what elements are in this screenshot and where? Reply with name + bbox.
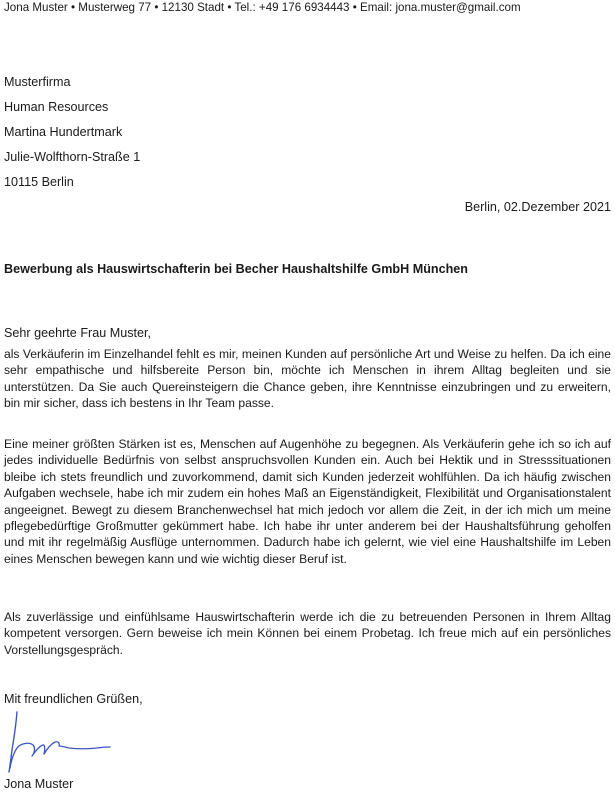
recipient-address-block <box>4 74 140 199</box>
letter-closing: Mit freundlichen Grüßen, <box>4 692 143 706</box>
recipient-department: Human Resources <box>4 100 109 114</box>
signature-stroke-main <box>9 712 17 772</box>
letter-subject: Bewerbung als Hauswirtschafterin bei Becher Haushaltshilfe GmbH München <box>4 262 468 276</box>
recipient-contact: Martina Hundertmark <box>4 125 123 139</box>
signature-stroke-flourish <box>10 742 110 768</box>
recipient-street: Julie-Wolfthorn-Straße 1 <box>4 150 141 164</box>
body-paragraph-1: als Verkäuferin im Einzelhandel fehlt es mir, meinen Kunden auf persönliche Art und Weise zu helfen. Da ich eine sehr empathische und hilfsbereite Person bin, möchte ich Menschen in ihrem Alltag begleiten und sie unterstützen. Da Sie auch Quereinsteigern die Chance geben, ihre Kenntnisse einzubringen und zu erweitern, bin mir sicher, dass ich bestens in Ihr Team passe. <box>4 347 611 411</box>
handwritten-signature <box>3 710 113 776</box>
body-paragraph-3: Als zuverlässige und einfühlsame Hauswirtschafterin werde ich die zu betreuenden Personen in Ihrem Alltag kompetent versorgen. Gern beweise ich mein Können bei einem Probetag. Ich freue mich auf ein persönliches Vorstellungsgespräch. <box>4 610 611 657</box>
letter-date: Berlin, 02.Dezember 2021 <box>464 200 611 214</box>
letter-salutation: Sehr geehrte Frau Muster, <box>4 326 151 340</box>
sender-address-line: Jona Muster • Musterweg 77 • 12130 Stadt • Tel.: +49 176 6934443 • Email: jona.muster@gmail.com <box>4 1 521 14</box>
signer-name: Jona Muster <box>4 777 74 791</box>
recipient-city: 10115 Berlin <box>4 175 74 189</box>
body-paragraph-2: Eine meiner größten Stärken ist es, Menschen auf Augenhöhe zu begegnen. Als Verkäuferin gehe ich so ich auf jedes individuelle Bedürfnis von selbst anspruchsvollen Kunden ein. Auch bei Hektik und in Stresssituationen bleibe ich stets freundlich und zuvorkommend, damit sich Kunden jederzeit wohlfühlen. Da ich häufig zwischen Aufgaben wechsele, habe ich mir zudem ein hohes Maß an Eigenständigkeit, Flexibilität und Organisationstalent angeeignet. Bewegt zu diesem Branchenwechsel hat mich jedoch vor allem die Zeit, in der ich mich um meine pflegebedürftige Großmutter gekümmert habe. Ich habe ihr unter anderem bei der Haushaltsführung geholfen und mit ihr regelmäßig Ausflüge unternommen. Dadurch habe ich gelernt, wie viel eine Haushaltshilfe im Leben eines Menschen bewegen kann und wie wichtig dieser Beruf ist. <box>4 437 611 566</box>
recipient-company: Musterfirma <box>4 75 71 89</box>
